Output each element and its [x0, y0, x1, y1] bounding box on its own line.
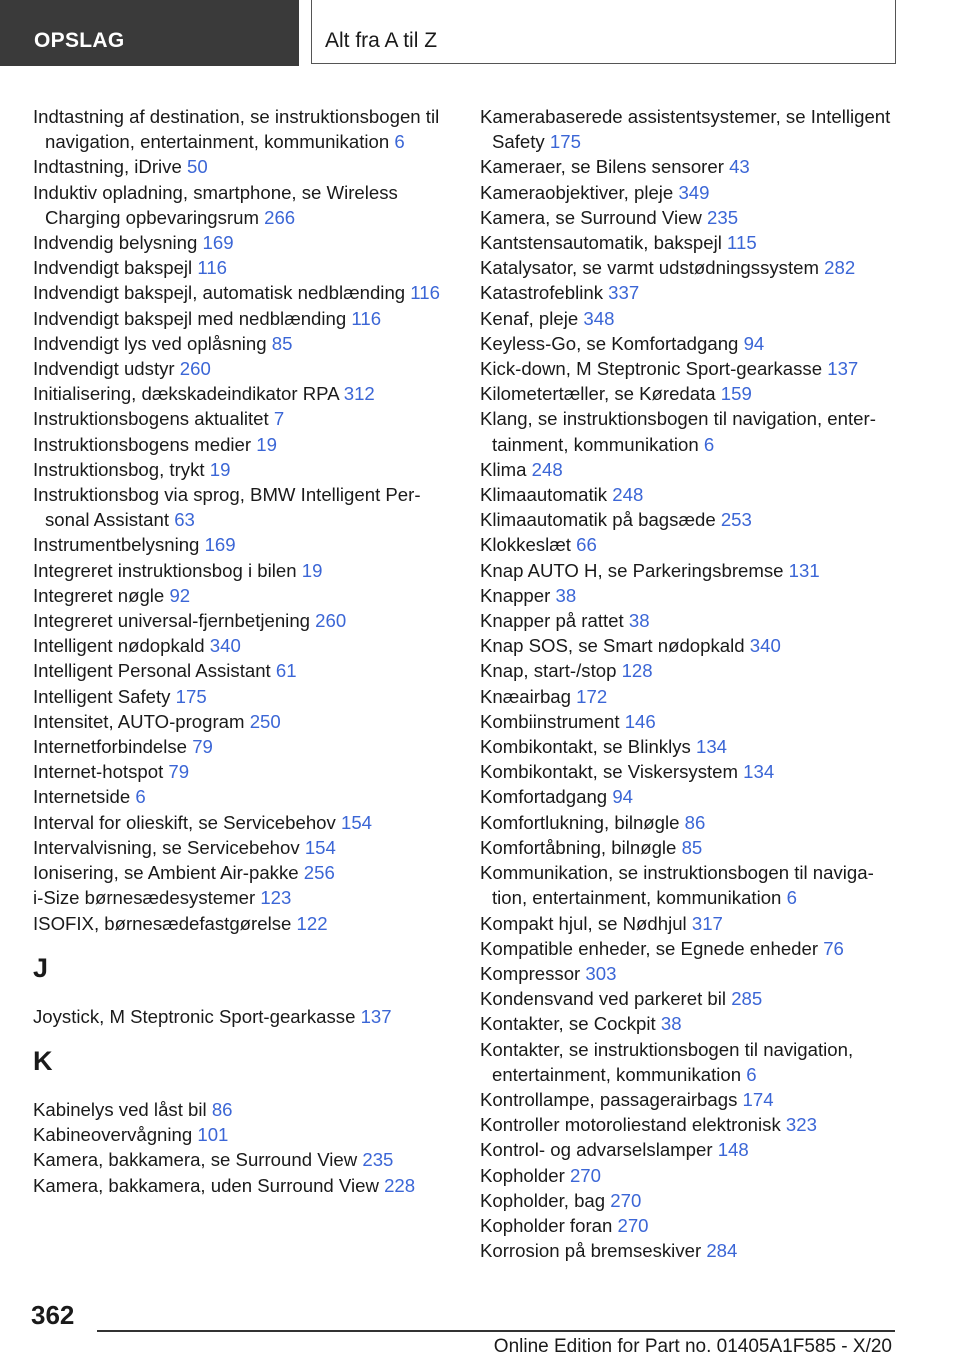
index-entry-text: i-Size børnesædesystemer — [33, 887, 256, 909]
index-entry-text: Indvendigt udstyr — [33, 358, 175, 380]
index-entry — [33, 810, 443, 835]
index-entry-text: Intervalvisning, se Servicebehov — [33, 836, 300, 858]
page-reference-link[interactable]: 248 — [531, 458, 563, 480]
index-entry — [33, 331, 443, 356]
page-reference-link[interactable]: 172 — [576, 685, 608, 707]
page-reference-link[interactable]: 154 — [340, 811, 373, 833]
index-entry — [33, 709, 443, 734]
page-reference-link[interactable]: 123 — [260, 887, 292, 909]
index-entry — [480, 1188, 900, 1213]
index-entry-text: Instruktionsbog via sprog, BMW Intelligent Personal Assistant — [33, 484, 421, 531]
page-reference-link[interactable]: 253 — [720, 509, 752, 531]
page-reference-link[interactable]: 19 — [209, 458, 231, 480]
index-entry — [33, 583, 443, 608]
index-entry-text: Knæairbag — [480, 685, 571, 707]
index-entry — [33, 280, 443, 305]
index-entry-text: Knapper på rattet — [480, 610, 624, 632]
page-reference-link[interactable]: 282 — [824, 257, 856, 279]
index-entry-text: Kenaf, pleje — [480, 307, 579, 329]
index-entry-text: Internetside — [33, 786, 131, 808]
index-entry — [33, 608, 443, 633]
index-entry-text: Kompakt hjul, se Nødhjul — [480, 912, 687, 934]
page-reference-link[interactable]: 7 — [273, 408, 285, 430]
index-entry — [33, 633, 443, 658]
page-reference-link[interactable]: 131 — [788, 559, 820, 581]
page-reference-link[interactable]: 337 — [608, 282, 640, 304]
page-reference-link[interactable]: 116 — [410, 282, 440, 304]
index-entry — [33, 381, 443, 406]
page-reference-link[interactable]: 128 — [621, 660, 653, 682]
index-entry — [33, 1173, 443, 1198]
page-reference-link[interactable]: 116 — [351, 307, 382, 329]
page-reference-link[interactable]: 169 — [202, 232, 234, 254]
page-reference-link[interactable]: 235 — [707, 206, 739, 228]
page-reference-link[interactable]: 154 — [304, 836, 336, 858]
page-reference-link[interactable]: 6 — [786, 887, 797, 909]
index-entry — [480, 306, 900, 331]
index-entry-text: Indvendigt lys ved oplåsning — [33, 332, 267, 354]
index-entry — [480, 734, 900, 759]
page-reference-link[interactable]: 349 — [678, 181, 710, 203]
index-entry-text: Katalysator, se varmt udstødningssystem — [480, 257, 819, 279]
index-entry-text: Korrosion på bremseskiver — [480, 1240, 702, 1262]
page-reference-link[interactable]: 92 — [169, 584, 191, 606]
index-entry — [480, 381, 900, 406]
page-reference-link[interactable]: 284 — [706, 1240, 738, 1262]
index-entry-text: Kombiinstrument — [480, 710, 620, 732]
page-reference-link[interactable]: 235 — [362, 1149, 394, 1171]
index-entry-text: Knap SOS, se Smart nødopkald — [480, 635, 745, 657]
index-entry — [480, 532, 900, 557]
index-entry — [480, 860, 900, 910]
index-entry-text: Kopholder, bag — [480, 1189, 606, 1211]
index-entry-text: Kabineovervågning — [33, 1124, 193, 1146]
index-entry — [33, 482, 443, 532]
index-entry-text: Kamera, se Surround View — [480, 206, 702, 228]
page-reference-link[interactable]: 146 — [624, 710, 656, 732]
page-reference-link[interactable]: 148 — [717, 1139, 749, 1161]
index-entry — [33, 104, 443, 154]
index-entry-text: Kombikontakt, se Viskersystem — [480, 761, 738, 783]
index-entry-text: Knapper — [480, 584, 551, 606]
index-entry-text: Kondensvand ved parkeret bil — [480, 988, 727, 1010]
index-entry-text: Klimaautomatik på bagsæde — [480, 509, 716, 531]
page-reference-link[interactable]: 175 — [175, 685, 207, 707]
index-entry — [480, 180, 900, 205]
page-reference-link[interactable]: 79 — [168, 761, 190, 783]
index-entry — [33, 911, 443, 936]
footer-divider — [97, 1330, 895, 1332]
index-entry-text: Kontroller motoroliestand elektronisk — [480, 1114, 781, 1136]
index-entry — [480, 759, 900, 784]
page-reference-link[interactable]: 116 — [197, 257, 228, 279]
index-entry — [480, 709, 900, 734]
index-entry-text: Komfortlukning, bilnøgle — [480, 811, 680, 833]
index-entry-text: Kopholder — [480, 1164, 565, 1186]
index-entry — [480, 1011, 900, 1036]
index-entry — [33, 658, 443, 683]
page-reference-link[interactable]: 19 — [301, 559, 323, 581]
index-entry-text: Kontakter, se instruktionsbogen til navigation, entertainment, kommunikation — [480, 1038, 854, 1085]
index-entry — [480, 1163, 900, 1188]
page-reference-link[interactable]: 266 — [264, 206, 296, 228]
index-entry — [33, 784, 443, 809]
page-reference-link[interactable]: 260 — [315, 610, 347, 632]
page-reference-link[interactable]: 85 — [271, 332, 293, 354]
index-group-i — [33, 104, 443, 936]
index-entry-text: Indvendig belysning — [33, 232, 198, 254]
index-entry-text: Kameraobjektiver, pleje — [480, 181, 674, 203]
index-entry-text: Kilometertæller, se Køredata — [480, 383, 716, 405]
page-reference-link[interactable]: 323 — [785, 1114, 817, 1136]
index-entry-text: Kamerabaserede assistentsystemer, se Intelligent Safety — [480, 106, 891, 153]
index-entry-text: Intelligent Safety — [33, 685, 171, 707]
page-reference-link[interactable]: 134 — [696, 736, 728, 758]
index-entry — [480, 633, 900, 658]
page-header — [0, 0, 960, 66]
footer-edition-text: Online Edition for Part no. 01405A1F585 - X/20 — [493, 1336, 892, 1357]
page-reference-link[interactable]: 38 — [660, 1013, 682, 1035]
index-entry-text: Internet-hotspot — [33, 761, 164, 783]
page-reference-link[interactable]: 6 — [135, 786, 146, 808]
index-entry-text: Knap, start-/stop — [480, 660, 617, 682]
index-entry — [33, 255, 443, 280]
index-entry — [480, 1137, 900, 1162]
page-reference-link[interactable]: 270 — [610, 1189, 642, 1211]
index-entry — [480, 1213, 900, 1238]
index-group-k — [33, 1097, 443, 1198]
index-entry — [480, 507, 900, 532]
page-reference-link[interactable]: 38 — [555, 584, 577, 606]
index-entry — [33, 154, 443, 179]
index-entry-text: ISOFIX, børnesædefastgørelse — [33, 912, 292, 934]
index-entry — [33, 860, 443, 885]
page-number: 362 — [31, 1300, 75, 1330]
page-reference-link[interactable]: 174 — [742, 1088, 774, 1110]
index-entry-text: Indtastning, iDrive — [33, 156, 182, 178]
index-entry — [480, 255, 900, 280]
index-entry — [33, 1097, 443, 1122]
page-reference-link[interactable]: 137 — [827, 358, 859, 380]
index-entry — [33, 684, 443, 709]
index-entry-text: Internetforbindelse — [33, 736, 188, 758]
index-entry-text: Initialisering, dækskadeindikator RPA — [33, 383, 339, 405]
page-reference-link[interactable]: 38 — [628, 610, 650, 632]
index-entry-text: Kontrollampe, passagerairbags — [480, 1088, 738, 1110]
page-reference-link[interactable]: 122 — [296, 912, 328, 934]
index-entry — [480, 558, 900, 583]
index-entry — [480, 608, 900, 633]
index-group-k-continued — [480, 104, 900, 1263]
index-entry-text: Integreret nøgle — [33, 584, 165, 606]
index-entry — [33, 532, 443, 557]
index-entry-text: Indvendigt bakspejl, automatisk nedblænding — [33, 282, 406, 304]
index-entry — [480, 835, 900, 860]
index-entry — [33, 734, 443, 759]
index-entry-text: Kick-down, M Steptronic Sport-gearkasse — [480, 358, 823, 380]
page-reference-link[interactable]: 250 — [249, 710, 281, 732]
index-entry — [480, 104, 900, 154]
page-reference-link[interactable]: 76 — [823, 937, 844, 959]
index-entry — [480, 1087, 900, 1112]
index-entry-text: Integreret instruktionsbog i bilen — [33, 559, 297, 581]
index-entry-text: Instruktionsbogens medier — [33, 433, 252, 455]
index-entry — [480, 961, 900, 986]
index-entry-text: Klang, se instruktionsbogen til navigation, entertainment, kommunikation — [480, 408, 876, 455]
index-entry — [480, 936, 900, 961]
index-entry — [33, 1147, 443, 1172]
index-entry — [480, 356, 900, 381]
page-reference-link[interactable]: 43 — [729, 156, 750, 178]
index-entry — [33, 1122, 443, 1147]
index-entry — [33, 885, 443, 910]
index-entry — [480, 154, 900, 179]
page-reference-link[interactable]: 303 — [585, 962, 617, 984]
index-entry-text: Instruktionsbogens aktualitet — [33, 408, 269, 430]
page-reference-link[interactable]: 85 — [681, 836, 703, 858]
index-entry — [480, 331, 900, 356]
index-entry-text: Kopholder foran — [480, 1214, 613, 1236]
chapter-title: Alt fra A til Z — [311, 0, 896, 64]
section-tab: OPSLAG — [0, 0, 299, 66]
page-reference-link[interactable]: 312 — [343, 383, 375, 405]
index-entry — [33, 835, 443, 860]
index-entry-text: Kontakter, se Cockpit — [480, 1013, 656, 1035]
index-entry-text: Indvendigt bakspejl med nedblænding — [33, 307, 347, 329]
page-reference-link[interactable]: 169 — [204, 534, 236, 556]
index-entry-text: Kameraer, se Bilens sensorer — [480, 156, 724, 178]
index-entry — [480, 1037, 900, 1087]
page-reference-link[interactable]: 134 — [743, 761, 775, 783]
page-reference-link[interactable]: 270 — [617, 1214, 649, 1236]
page-reference-link[interactable]: 348 — [583, 307, 615, 329]
page-reference-link[interactable]: 6 — [746, 1063, 757, 1085]
page-reference-link[interactable]: 317 — [691, 912, 723, 934]
index-entry — [480, 482, 900, 507]
index-entry — [480, 1238, 900, 1263]
index-column-left — [33, 104, 443, 1198]
index-entry-text: Komfortåbning, bilnøgle — [480, 836, 677, 858]
index-entry — [33, 356, 443, 381]
index-column-right — [480, 104, 900, 1263]
index-entry-text: Kommunikation, se instruktionsbogen til navigation, entertainment, kommunikation — [480, 862, 874, 909]
index-entry-text: Integreret universal-fjernbetjening — [33, 610, 310, 632]
index-entry — [480, 658, 900, 683]
index-entry-text: Kompatible enheder, se Egnede enheder — [480, 937, 819, 959]
index-entry-text: Instrumentbelysning — [33, 534, 200, 556]
index-entry — [480, 280, 900, 305]
page-reference-link[interactable]: 270 — [569, 1164, 601, 1186]
page-reference-link[interactable]: 86 — [211, 1098, 233, 1120]
page-reference-link[interactable]: 175 — [549, 131, 581, 153]
index-entry-text: Joystick, M Steptronic Sport-gearkasse — [33, 1005, 356, 1027]
index-entry — [33, 306, 443, 331]
page-reference-link[interactable]: 79 — [192, 736, 213, 758]
page-reference-link[interactable]: 340 — [209, 635, 241, 657]
index-entry — [480, 684, 900, 709]
index-entry — [480, 205, 900, 230]
index-entry — [33, 230, 443, 255]
index-entry-text: Induktiv opladning, smartphone, se Wireless Charging opbevaringsrum — [33, 181, 398, 228]
index-entry — [33, 180, 443, 230]
index-entry-text: Klimaautomatik — [480, 484, 608, 506]
index-entry — [480, 911, 900, 936]
index-entry-text: Interval for olieskift, se Servicebehov — [33, 811, 336, 833]
page-reference-link[interactable]: 159 — [720, 383, 752, 405]
page-reference-link[interactable]: 228 — [384, 1174, 416, 1196]
page-reference-link[interactable]: 256 — [303, 862, 335, 884]
index-entry-text: Kabinelys ved låst bil — [33, 1098, 207, 1120]
index-entry-text: Intensitet, AUTO-program — [33, 710, 245, 732]
index-entry-text: Kombikontakt, se Blinklys — [480, 736, 691, 758]
index-entry-text: Indtastning af destination, se instruktionsbogen til navigation, entertainment, kommunikation — [33, 106, 440, 153]
index-entry — [480, 784, 900, 809]
index-entry — [480, 986, 900, 1011]
page-reference-link[interactable]: 6 — [703, 433, 715, 455]
page-reference-link[interactable]: 50 — [187, 156, 208, 178]
index-entry — [33, 432, 443, 457]
index-entry-text: Intelligent Personal Assistant — [33, 660, 271, 682]
page-reference-link[interactable]: 63 — [174, 509, 195, 531]
index-entry-text: Kamera, bakkamera, se Surround View — [33, 1149, 358, 1171]
index-entry-text: Kontrol- og advarselslamper — [480, 1139, 713, 1161]
page-reference-link[interactable]: 285 — [731, 988, 763, 1010]
index-entry-text: Intelligent nødopkald — [33, 635, 205, 657]
index-entry — [480, 457, 900, 482]
index-entry — [33, 558, 443, 583]
index-entry — [33, 457, 443, 482]
index-entry-text: Indvendigt bakspejl — [33, 257, 193, 279]
index-entry-text: Knap AUTO H, se Parkeringsbremse — [480, 559, 784, 581]
index-entry-text: Kamera, bakkamera, uden Surround View — [33, 1174, 379, 1196]
page-reference-link[interactable]: 94 — [743, 332, 765, 354]
index-entry-text: Komfortadgang — [480, 786, 608, 808]
index-entry — [480, 583, 900, 608]
index-entry — [33, 1004, 443, 1029]
index-entry-text: Katastrofeblink — [480, 282, 603, 304]
page-reference-link[interactable]: 86 — [684, 811, 706, 833]
page-reference-link[interactable]: 137 — [360, 1005, 392, 1027]
page-reference-link[interactable]: 115 — [727, 232, 757, 254]
page-reference-link[interactable]: 260 — [179, 358, 211, 380]
page-reference-link[interactable]: 66 — [576, 534, 597, 556]
page-reference-link[interactable]: 6 — [394, 131, 405, 153]
index-entry — [480, 810, 900, 835]
index-entry — [480, 1112, 900, 1137]
index-entry-text: Kantstensautomatik, bakspejl — [480, 232, 722, 254]
index-entry — [480, 406, 900, 456]
index-entry — [33, 759, 443, 784]
index-entry — [33, 406, 443, 431]
page-reference-link[interactable]: 61 — [275, 660, 297, 682]
index-entry — [480, 230, 900, 255]
index-entry-text: Klokkeslæt — [480, 534, 571, 556]
index-entry-text: Ionisering, se Ambient Air-pakke — [33, 862, 299, 884]
letter-heading-j: J — [33, 952, 49, 983]
page-reference-link[interactable]: 19 — [256, 433, 277, 455]
index-group-j — [33, 1004, 443, 1029]
index-entry-text: Kompressor — [480, 962, 581, 984]
page-reference-link[interactable]: 248 — [612, 484, 644, 506]
letter-heading-k: K — [33, 1045, 53, 1076]
page-reference-link[interactable]: 94 — [612, 786, 634, 808]
index-entry-text: Instruktionsbog, trykt — [33, 458, 205, 480]
page-reference-link[interactable]: 340 — [749, 635, 781, 657]
index-entry-text: Klima — [480, 458, 527, 480]
index-entry-text: Keyless-Go, se Komfortadgang — [480, 332, 739, 354]
page-reference-link[interactable]: 101 — [197, 1124, 229, 1146]
